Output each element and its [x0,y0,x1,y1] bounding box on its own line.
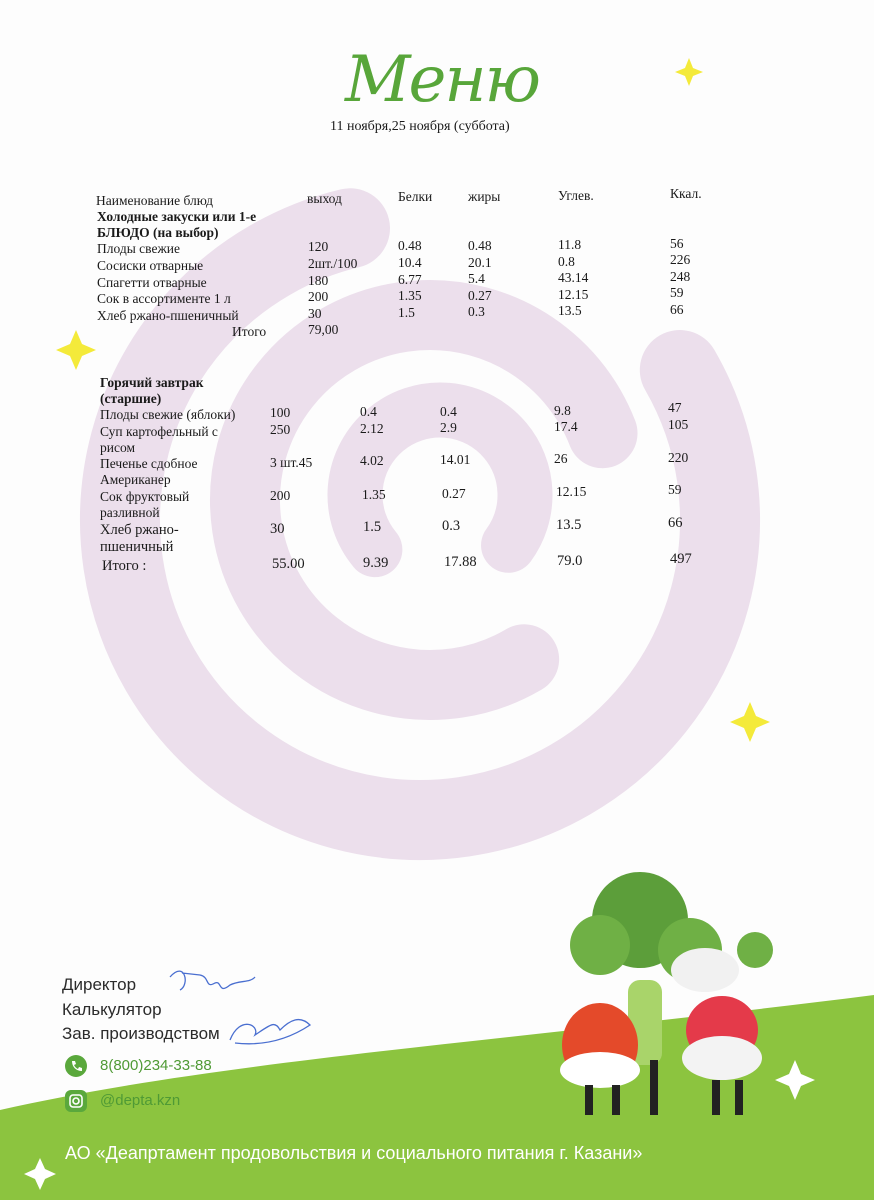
total-fat: 17.88 [444,554,477,570]
cell-protein: 0.4 [360,404,377,419]
section1-title-1: Холодные закуски или 1-е [97,209,257,224]
cell-kcal: 59 [668,482,682,497]
cell-protein: 6.77 [398,272,422,287]
cell-output: 3 шт.45 [270,455,313,470]
cell-fat: 0.4 [440,404,457,419]
menu-dates: 11 ноября,25 ноября (суббота) [330,119,510,134]
header-output: выход [307,191,342,206]
cell-fat: 0.3 [442,518,461,534]
cell-name: Плоды свежие [97,241,180,256]
cell-name-2: рисом [100,440,136,455]
cell-output: 30 [270,521,285,537]
section2-title-2: (старшие) [100,391,162,406]
cell-kcal: 66 [668,515,683,531]
cell-protein: 4.02 [360,453,384,468]
footer-production: Зав. производством [62,1024,220,1043]
cell-kcal: 66 [670,302,684,317]
cell-carbs: 13.5 [558,303,582,318]
cell-kcal: 59 [670,285,684,300]
page-title: Меню [345,43,539,117]
cell-name: Хлеб ржано- [100,522,179,538]
cell-name-2: разливной [100,505,160,520]
cell-carbs: 12.15 [556,484,587,499]
header-carbs: Углев. [558,188,594,203]
cell-carbs: 43.14 [558,270,589,285]
cell-kcal: 248 [670,269,691,284]
cell-name: Суп картофельный с [100,424,218,439]
cell-kcal: 220 [668,450,689,465]
total-carbs: 79.0 [557,553,583,569]
sparkle-icon [675,58,703,86]
header-fat: жиры [468,189,501,204]
cell-output: 180 [308,273,329,288]
signature-image [160,955,340,1055]
cell-output: 120 [308,239,329,254]
cell-name: Сок фруктовый [100,489,190,504]
cell-fat: 2.9 [440,420,457,435]
cell-name: Спагетти отварные [97,275,207,290]
phone-number[interactable]: 8(800)234-33-88 [100,1057,212,1074]
cell-carbs: 12.15 [558,287,589,302]
sparkle-icon [56,330,96,370]
cell-fat: 0.27 [442,486,466,501]
total-protein: 9.39 [363,555,389,571]
cell-carbs: 13.5 [556,517,582,533]
instagram-handle[interactable]: @depta.kzn [100,1092,181,1109]
cell-protein: 1.5 [363,519,382,535]
cell-fat: 0.27 [468,288,492,303]
cell-output: 2шт./100 [308,256,358,271]
header-protein: Белки [398,189,433,204]
cell-fat: 14.01 [440,452,471,467]
cell-name-2: пшеничный [100,539,174,555]
cell-carbs: 11.8 [558,237,582,252]
cell-name: Печенье сдобное [100,456,198,471]
cell-protein: 1.35 [398,288,422,303]
cell-carbs: 17.4 [554,419,578,434]
total-output: 55.00 [272,556,305,572]
header-name: Наименование блюд [96,193,214,208]
cell-fat: 0.3 [468,304,485,319]
section1-title-2: БЛЮДО (на выбор) [97,225,219,240]
cell-output: 200 [308,289,329,304]
cell-name: Сок в ассортименте 1 л [97,291,231,306]
cell-kcal: 47 [668,400,682,415]
sparkle-icon [730,702,770,742]
header-kcal: Ккал. [670,186,702,201]
section1-total-value: 79,00 [308,322,339,337]
section2-title-1: Горячий завтрак [100,375,204,390]
cell-output: 250 [270,422,291,437]
cell-output: 30 [308,306,322,321]
cell-name: Плоды свежие (яблоки) [100,407,236,422]
cell-carbs: 9.8 [554,403,571,418]
total-label: Итого : [102,558,147,574]
cell-name: Хлеб ржано-пшеничный [97,308,239,323]
instagram-icon [65,1090,87,1112]
cell-fat: 5.4 [468,271,485,286]
cell-fat: 20.1 [468,255,492,270]
total-kcal: 497 [670,551,692,567]
cell-protein: 2.12 [360,421,384,436]
footer-director: Директор [62,975,137,994]
cell-name-2: Американер [100,472,171,487]
cell-protein: 1.35 [362,487,386,502]
cell-carbs: 0.8 [558,254,575,269]
phone-icon [65,1055,87,1077]
company-name: АО «Деапртамент продовольствия и социального питания г. Казани» [65,1143,643,1163]
cell-output: 200 [270,488,291,503]
cell-output: 100 [270,405,291,420]
cell-carbs: 26 [554,451,568,466]
cell-kcal: 226 [670,252,691,267]
cell-protein: 1.5 [398,305,415,320]
section1-total-label: Итого [232,324,267,339]
cell-kcal: 56 [670,236,684,251]
cell-kcal: 105 [668,417,689,432]
cell-protein: 10.4 [398,255,422,270]
cell-fat: 0.48 [468,238,492,253]
cell-name: Сосиски отварные [97,258,204,273]
cell-protein: 0.48 [398,238,422,253]
footer-calculator: Калькулятор [62,1000,162,1019]
